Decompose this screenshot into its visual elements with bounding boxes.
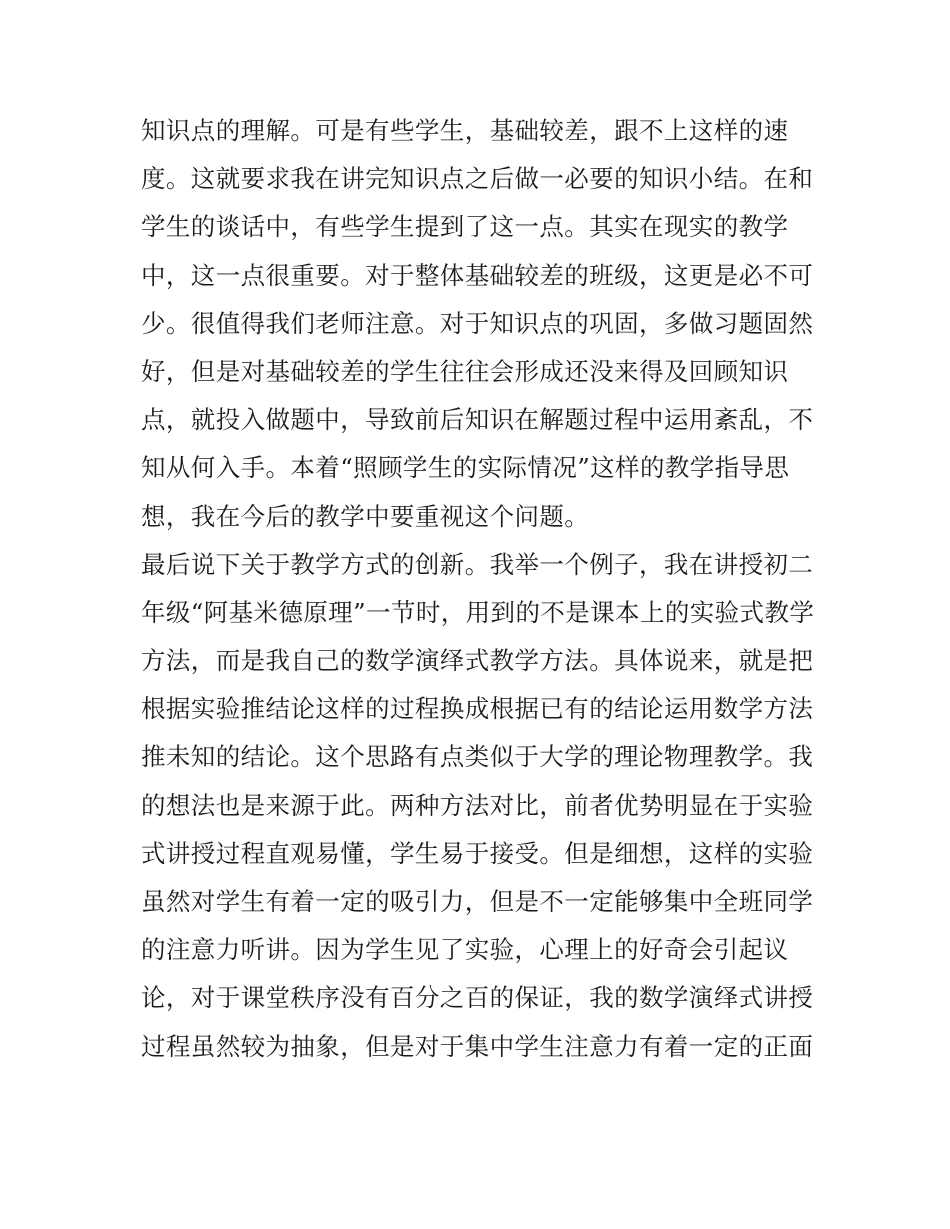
text-line: 推未知的结论。这个思路有点类似于大学的理论物理教学。我 — [141, 742, 814, 772]
text-line: 最后说下关于教学方式的创新。我举一个例子，我在讲授初二 — [141, 549, 814, 579]
text-line: 的注意力听讲。因为学生见了实验，心理上的好奇会引起议 — [141, 935, 789, 965]
text-line: 方法，而是我自己的数学演绎式教学方法。具体说来，就是把 — [141, 646, 814, 676]
text-line: 学生的谈话中，有些学生提到了这一点。其实在现实的教学 — [141, 212, 789, 242]
body-text — [141, 107, 821, 1071]
text-line: 知从何入手。本着“照顾学生的实际情况”这样的教学指导思 — [141, 453, 790, 483]
text-line: 好，但是对基础较差的学生往往会形成还没来得及回顾知识 — [141, 356, 789, 386]
text-line: 想，我在今后的教学中要重视这个问题。 — [141, 501, 590, 531]
text-line: 的想法也是来源于此。两种方法对比，前者优势明显在于实验 — [141, 790, 814, 820]
text-line: 根据实验推结论这样的过程换成根据已有的结论运用数学方法 — [141, 694, 814, 724]
text-line: 年级“阿基米德原理”一节时，用到的不是课本上的实验式教学 — [141, 597, 815, 627]
text-line: 点，就投入做题中，导致前后知识在解题过程中运用紊乱，不 — [141, 405, 814, 435]
text-line: 式讲授过程直观易懂，学生易于接受。但是细想，这样的实验 — [141, 838, 814, 868]
text-line: 论，对于课堂秩序没有百分之百的保证，我的数学演绎式讲授 — [141, 983, 814, 1013]
text-line: 中，这一点很重要。对于整体基础较差的班级，这更是必不可 — [141, 260, 814, 290]
text-line: 过程虽然较为抽象，但是对于集中学生注意力有着一定的正面 — [141, 1031, 814, 1061]
text-line: 知识点的理解。可是有些学生，基础较差，跟不上这样的速 — [141, 116, 789, 145]
text-line: 少。很值得我们老师注意。对于知识点的巩固，多做习题固然 — [141, 308, 814, 338]
text-line: 度。这就要求我在讲完知识点之后做一必要的知识小结。在和 — [141, 164, 814, 194]
text-line: 虽然对学生有着一定的吸引力，但是不一定能够集中全班同学 — [141, 887, 814, 916]
